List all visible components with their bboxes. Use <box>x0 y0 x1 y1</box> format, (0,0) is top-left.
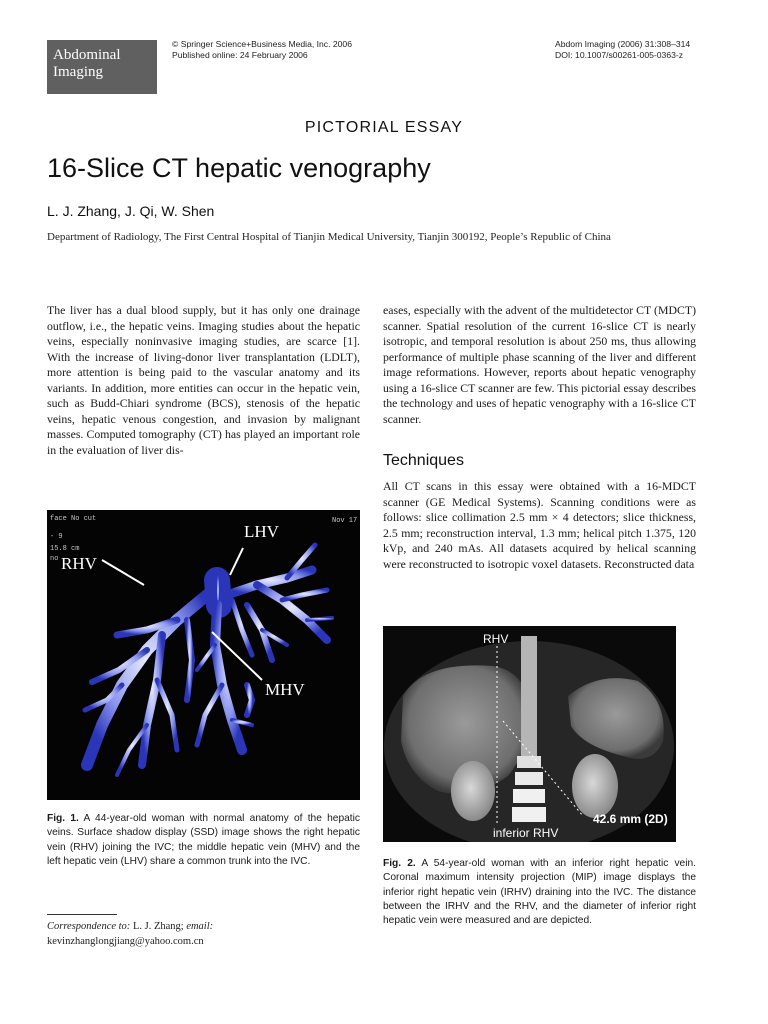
figure-2-rendering <box>383 626 676 842</box>
correspondence-name: L. J. Zhang; <box>132 921 184 932</box>
overlay-text-3: 15.8 cm <box>50 545 80 553</box>
correspondence-email-label: email: <box>186 921 214 932</box>
correspondence-email-link[interactable]: kevinzhanglongjiang@yahoo.com.cn <box>47 936 204 947</box>
publisher-info <box>172 39 352 61</box>
figure-1-caption-label: Fig. 1. <box>47 813 79 824</box>
journal-logo-line1: Abdominal <box>53 47 121 63</box>
figure-2-caption <box>383 857 696 928</box>
authors: L. J. Zhang, J. Qi, W. Shen <box>47 203 215 219</box>
figure-1-image <box>47 510 360 800</box>
published-online-line: Published online: 24 February 2006 <box>172 50 308 60</box>
overlay-text-4: no <box>50 555 59 563</box>
body-paragraph-techniques: All CT scans in this essay were obtained with a 16-MDCT scanner (GE Medical Systems). Scanning conditions were as follows: slice collimation 2.5 mm × 4 detectors; slice thickness, 2.5 mm; reconstruction interval, 1.3 mm; helical pitch 1.375, 120 kVp, and 240 mAs. All datasets acquired by helical scanning were reconstructed to isotropic voxel datasets. Reconstructed data <box>383 479 696 571</box>
journal-logo <box>47 40 157 94</box>
overlay-text-2: - 9 <box>50 533 63 541</box>
figure-2-caption-label: Fig. 2. <box>383 858 416 869</box>
label-rhv: RHV <box>61 554 97 573</box>
correspondence-note <box>47 919 360 949</box>
footnote-divider <box>47 914 117 915</box>
citation-info <box>555 39 690 61</box>
label-measurement: 42.6 mm (2D) <box>593 812 668 826</box>
label-inferior-rhv: inferior RHV <box>493 826 559 840</box>
figure-1-caption-text: A 44-year-old woman with normal anatomy of the hepatic veins. Surface shadow display (SSD) image shows the right hepatic vein (RHV) joining the IVC; the middle hepatic vein (MHV) and the left hepatic vein (LHV) share a common trunk into the IVC. <box>47 813 360 867</box>
copyright-line: © Springer Science+Business Media, Inc. 2006 <box>172 39 352 49</box>
overlay-text-5: Nov 17 <box>332 517 358 525</box>
journal-logo-line2: Imaging <box>53 64 103 80</box>
article-title: 16-Slice CT hepatic venography <box>47 153 431 183</box>
figure-1-rendering <box>47 510 360 800</box>
label-mhv: MHV <box>265 680 305 699</box>
citation-line: Abdom Imaging (2006) 31:308–314 <box>555 39 691 49</box>
correspondence-label: Correspondence to: <box>47 921 131 932</box>
figure-2-caption-text: A 54-year-old woman with an inferior right hepatic vein. Coronal maximum intensity projection (MIP) image displays the inferior right hepatic vein (IRHV) draining into the IVC. The distance between the IRHV and the RHV, and the diameter of inferior right hepatic vein were measured and are depicted. <box>383 858 696 927</box>
overlay-text-1: face No cut <box>50 515 97 523</box>
affiliation: Department of Radiology, The First Central Hospital of Tianjin Medical University, Tianjin 300192, People’s Republic of China <box>47 231 611 243</box>
figure-1-caption <box>47 812 360 869</box>
section-heading-techniques: Techniques <box>383 452 464 469</box>
label-rhv-fig2: RHV <box>483 632 509 646</box>
figure-2-image <box>383 626 676 842</box>
label-lhv: LHV <box>244 522 279 541</box>
body-paragraph-continued: eases, especially with the advent of the multidetector CT (MDCT) scanner. Spatial resolution of the current 16-slice CT is nearly isotropic, and temporal resolution is about 250 ms, thus allowing performance of multiple phase scanning of the liver and different image reformations. However, reports about hepatic venography using a 16-slice CT scanner are few. This pictorial essay describes the technology and uses of hepatic venography with a 16-slice CT scanner. <box>383 303 696 426</box>
article-type: PICTORIAL ESSAY <box>304 119 464 136</box>
body-paragraph-intro: The liver has a dual blood supply, but it has only one drainage outflow, i.e., the hepatic veins. Imaging studies about the hepatic veins, especially noninvasive imaging studies, are scarce [1]. With the increase of living-donor liver transplantation (LDLT), more attention is being paid to the vascular anatomy and its variants. In addition, more entities can occur in the hepatic vein, such as Budd-Chiari syndrome (BCS), stenosis of the hepatic veins, hepatic venous congestion, and invasion by malignant masses. Computed tomography (CT) has played an important role in the evaluation of liver dis- <box>47 303 360 457</box>
doi-line: DOI: 10.1007/s00261-005-0363-z <box>555 50 684 60</box>
